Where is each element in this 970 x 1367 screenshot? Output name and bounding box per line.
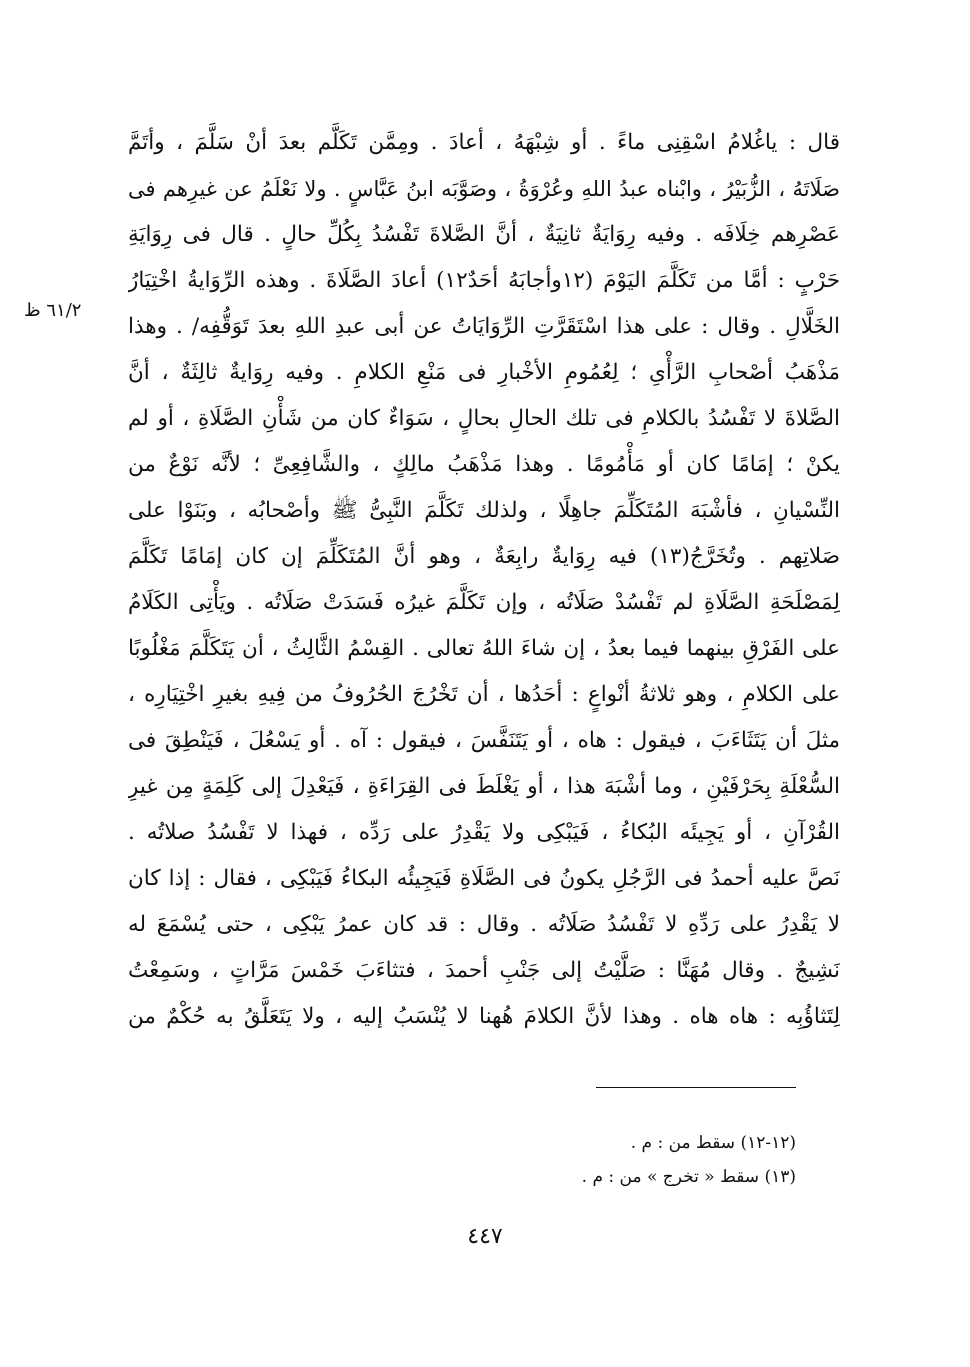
text-line: نَشِيجٌ . وقال مُهَنَّا : صَلَّيْتُ إلى جَنْبِ أحمدَ ، فتثاءَبَ خَمْسَ مَرَّاتٍ ، وسَمِعْتُ bbox=[128, 958, 840, 983]
text-line: القُرْآنِ ، أو يَجِيئَه البُكاءُ ، فَيَبْكِى ولا يَقْدِرُ على رَدِّه ، فهذا لا تَفْسُدُ صلاتُه . bbox=[128, 820, 840, 845]
text-line: على الكلامِ ، وهو ثلاثةُ أنْواعٍ : أحَدُها ، أن تَخْرُجَ الحُرُوفُ من فِيهِ بغيرِ اخْتِيَارِه ، bbox=[128, 682, 840, 707]
text-line: يكنْ ؛ إمَامًا كان أو مَأْمُومًا . وهذا مَذْهَبُ مالِكٍ ، والشَّافِعِىِّ ؛ لأنَّه نَوْعٌ من bbox=[128, 452, 840, 477]
text-line: مثلَ أن يَتَثَاءَبَ ، فيقول : هاه ، أو يَتَنَفَّسَ ، فيقول : آه . أو يَسْعُلَ ، فَيَنْطِقَ فى bbox=[128, 728, 840, 753]
text-line: السُّعْلَةِ بِحَرْفَيْنِ ، وما أشْبَهَ هذا ، أو يَغْلَطَ فى القِرَاءَةِ ، فَيَعْدِلَ إلى كَلِمَةٍ مِن غيرِ bbox=[128, 774, 840, 799]
text-line: لِمَصْلَحَةِ الصَّلَاةِ لم تَفْسُدْ صَلَاتُه ، وإن تَكَلَّمَ غيرُه فَسَدَتْ صَلَاتُه . ويَأْتِى الكَلَامُ bbox=[128, 590, 840, 615]
text-line: صَلَاتَهُ ، الزُّبَيْرُ ، وابْناه عبدُ اللهِ وعُرْوَةُ ، وصَوَّبَه ابنُ عَبَّاسٍ . ولا نَعْلَمُ عن غيرِهم فى bbox=[128, 177, 840, 201]
text-line: عَصْرِهم خِلَافَه . وفيه رِوَايَةٌ ثانِيَةٌ ، أنَّ الصَّلاةَ تَفْسُدُ بِكُلِّ حالٍ . قال فى رِوَايَةِ bbox=[128, 222, 840, 247]
margin-folio-note: ٦١/٢ ظ bbox=[24, 300, 82, 321]
text-line: النِّسْيانِ ، فأشْبَهَ المُتَكَلِّمَ جاهِلًا ، ولذلك تَكَلَّمَ النَّبِىُّ ﷺ وأصْحابُه ، وبَنَوْا على bbox=[128, 498, 840, 523]
text-line: على الفَرْقِ بينهما فيما بعدُ ، إن شاءَ اللهُ تعالى . القِسْمُ الثَّالِثُ ، أن يَتَكَلَّمَ مَغْلُوبًا bbox=[128, 636, 840, 661]
text-line: الصَّلاةَ لا تَفْسُدُ بالكلامِ فى تلك الحالِ بحالٍ ، سَوَاءٌ كان من شَأْنِ الصَّلَاةِ ، أو لم bbox=[128, 406, 840, 431]
footnote: (١٢-١٢) سقط من : م . bbox=[630, 1133, 796, 1153]
footnote: (١٣) سقط « تخرج » من : م . bbox=[581, 1167, 796, 1187]
text-line: لا يَقْدِرُ على رَدِّهِ لا تَفْسُدُ صَلَاتُه . وقال : قد كان عمرُ يَبْكِى ، حتى يُسْمَعَ له bbox=[128, 912, 840, 937]
text-line: لِتَثاؤُبِه : هاه هاه . وهذا لأنَّ الكلامَ هُهنا لا يُنْسَبُ إليه ، ولا يَتَعَلَّقُ به حُكْمٌ من bbox=[128, 1004, 840, 1029]
footnote-divider bbox=[596, 1087, 796, 1088]
text-line: قال : ياغُلامُ اسْقِنِى ماءً . أو شِبْهَهُ ، أعادَ . ومِمَّن تَكَلَّم بعدَ أنْ سَلَّمَ ، وأتَمَّ bbox=[128, 130, 840, 155]
text-line: الخَلَّالِ . وقال : على هذا اسْتَقَرَّتِ الرِّوَايَاتُ عن أبى عبدِ اللهِ بعدَ تَوَقُّفِه/ . وهذا bbox=[128, 314, 840, 339]
text-line: مَذْهَبُ أصْحابِ الرَّأْىِ ؛ لِعُمُومِ الأخْبارِ فى مَنْعِ الكلامِ . وفيه رِوَايةٌ ثالِثَةٌ ، أنَّ bbox=[128, 360, 840, 385]
text-line: صَلاتِهم . وتُخَرَّجُ(١٣) فيه رِوَايةٌ رابِعَةٌ ، وهو أنَّ المُتَكَلِّمَ إن كان إمَامًا تَكَلَّمَ bbox=[128, 544, 840, 569]
text-line: حَرْبٍ : أمَّا من تَكَلَّمَ اليَوْمَ (١٢وأجابَهُ أحَدٌ١٢) أعادَ الصَّلَاةَ . وهذه الرِّوَايةُ اخْتِيَارُ bbox=[128, 268, 840, 293]
text-line: نَصَّ عليه أحمدُ فى الرَّجُلِ يكونُ فى الصَّلَاةِ فَيَجِيئُه البكاءُ فَيَبْكِى ، فقال : إذا كان bbox=[128, 866, 840, 891]
page-number: ٤٤٧ bbox=[467, 1224, 503, 1249]
footnotes bbox=[400, 1126, 796, 1194]
main-text-block bbox=[128, 120, 840, 1040]
